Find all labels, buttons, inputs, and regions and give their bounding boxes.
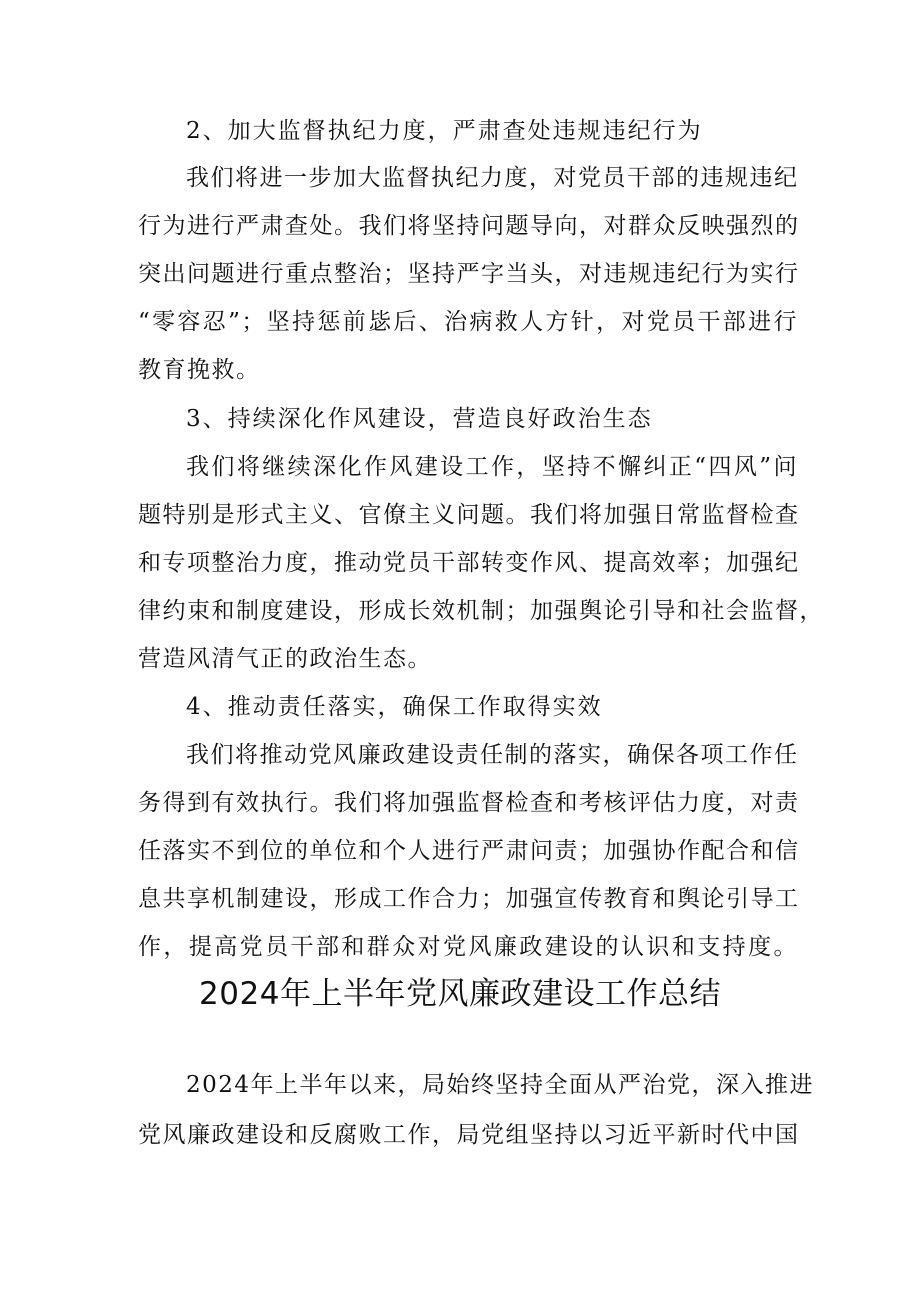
paragraph-line: 息共享机制建设，形成工作合力；加强宣传教育和舆论引导工 bbox=[138, 886, 800, 912]
intro-line: 党风廉政建设和反腐败工作，局党组坚持以习近平新时代中国 bbox=[138, 1122, 800, 1148]
paragraph-line: 教育挽救。 bbox=[138, 357, 261, 383]
paragraph-line: 我们将继续深化作风建设工作，坚持不懈纠正“四风”问 bbox=[186, 454, 798, 480]
paragraph-line: 和专项整治力度，推动党员干部转变作风、提高效率；加强纪 bbox=[138, 550, 800, 576]
paragraph-line: 营造风清气正的政治生态。 bbox=[138, 646, 432, 672]
paragraph-line: 我们将进一步加大监督执纪力度，对党员干部的违规违纪 bbox=[186, 165, 799, 191]
paragraph-line: 务得到有效执行。我们将加强监督检查和考核评估力度，对责 bbox=[138, 790, 800, 816]
paragraph-line: 行为进行严肃查处。我们将坚持问题导向，对群众反映强烈的 bbox=[138, 213, 800, 239]
section-heading-2: 2、加大监督执纪力度，严肃查处违规违纪行为 bbox=[186, 118, 703, 144]
section-heading-4: 4、推动责任落实，确保工作取得实效 bbox=[186, 694, 603, 720]
intro-line: 2024年上半年以来，局始终坚持全面从严治党，深入推进 bbox=[186, 1072, 815, 1098]
document-title: 2024年上半年党风廉政建设工作总结 bbox=[199, 976, 721, 1012]
paragraph-line: “零容忍”；坚持惩前毖后、治病救人方针，对党员干部进行 bbox=[138, 309, 798, 335]
paragraph-line: 题特别是形式主义、官僚主义问题。我们将加强日常监督检查 bbox=[138, 502, 800, 528]
paragraph-line: 突出问题进行重点整治；坚持严字当头，对违规违纪行为实行 bbox=[138, 261, 800, 287]
section-heading-3: 3、持续深化作风建设，营造良好政治生态 bbox=[186, 406, 653, 432]
paragraph-line: 律约束和制度建设，形成长效机制；加强舆论引导和社会监督， bbox=[138, 598, 824, 624]
paragraph-line: 我们将推动党风廉政建设责任制的落实，确保各项工作任 bbox=[186, 742, 799, 768]
paragraph-line: 任落实不到位的单位和个人进行严肃问责；加强协作配合和信 bbox=[138, 838, 800, 864]
paragraph-line: 作，提高党员干部和群众对党风廉政建设的认识和支持度。 bbox=[138, 934, 798, 960]
